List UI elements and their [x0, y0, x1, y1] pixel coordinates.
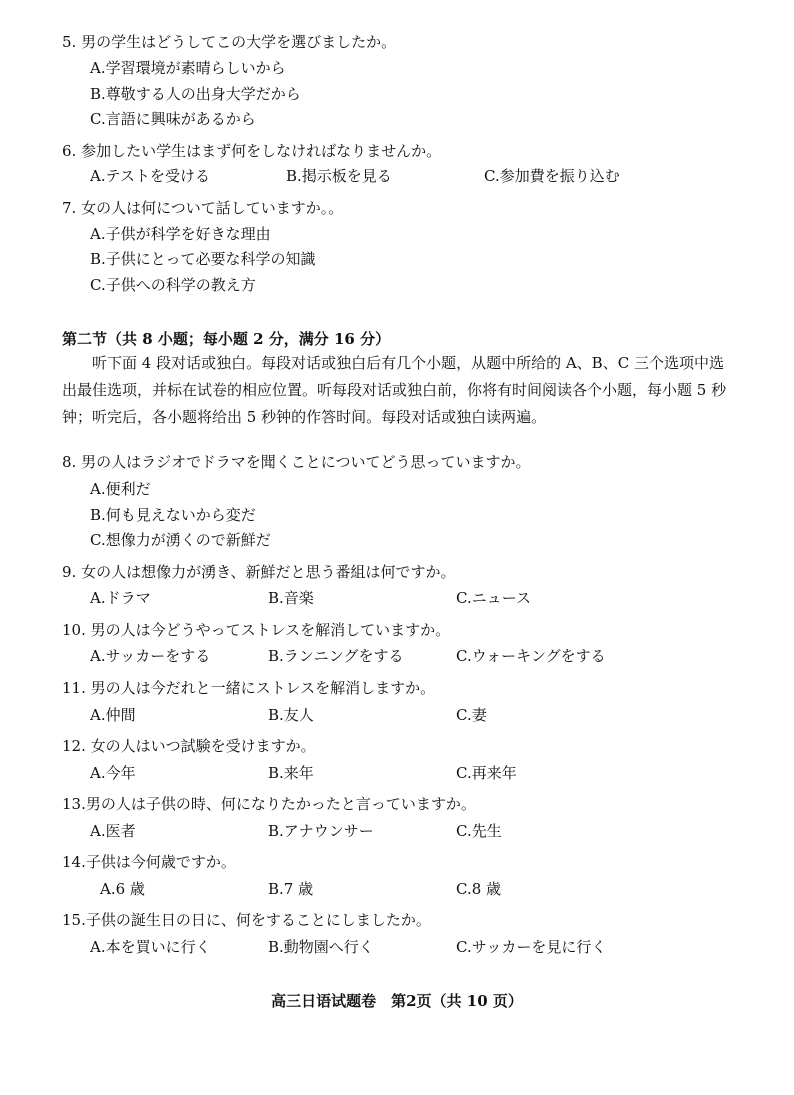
section-2-title: 第二节（共 8 小题；每小题 2 分，满分 16 分） [62, 330, 391, 348]
question-11-option-c: C.妻 [456, 706, 487, 724]
question-7-option-b: B.子供にとって必要な科学の知識 [90, 250, 316, 268]
question-5-stem: 5. 男の学生はどうしてこの大学を選びましたか。 [62, 33, 397, 51]
question-10-option-c: C.ウォーキングをする [456, 647, 606, 665]
question-14-option-b: B.7 歳 [268, 880, 314, 898]
question-11-option-a: A.仲間 [90, 706, 136, 724]
question-9-stem: 9. 女の人は想像力が湧き、新鮮だと思う番組は何ですか。 [62, 563, 456, 581]
question-5-option-b: B.尊敬する人の出身大学だから [90, 85, 301, 103]
question-10-option-a: A.サッカーをする [90, 647, 211, 665]
question-12-option-b: B.来年 [268, 764, 314, 782]
question-8-option-b: B.何も見えないから変だ [90, 506, 256, 524]
question-9-option-a: A.ドラマ [90, 589, 151, 607]
question-6-option-b: B.掲示板を見る [286, 167, 392, 185]
question-12-option-a: A.今年 [90, 764, 136, 782]
question-9-option-c: C.ニュース [456, 589, 531, 607]
question-7-option-c: C.子供への科学の教え方 [90, 276, 256, 294]
question-11-stem: 11. 男の人は今だれと一緒にストレスを解消しますか。 [62, 679, 436, 697]
question-8-stem: 8. 男の人はラジオでドラマを聞くことについてどう思っていますか。 [62, 453, 531, 471]
question-5-option-a: A.学習環境が素晴らしいから [90, 59, 286, 77]
question-10-option-b: B.ランニングをする [268, 647, 404, 665]
question-7-stem: 7. 女の人は何について話していますか。。 [62, 199, 344, 217]
question-13-option-c: C.先生 [456, 822, 502, 840]
question-15-stem: 15.子供の誕生日の日に、何をすることにしましたか。 [62, 911, 431, 929]
question-14-stem: 14.子供は今何歳ですか。 [62, 853, 236, 871]
question-12-stem: 12. 女の人はいつ試験を受けますか。 [62, 737, 316, 755]
question-15-option-a: A.本を買いに行く [90, 938, 211, 956]
question-9-option-b: B.音楽 [268, 589, 314, 607]
question-6-option-a: A.テストを受ける [90, 167, 211, 185]
question-15-option-c: C.サッカーを見に行く [456, 938, 607, 956]
question-7-option-a: A.子供が科学を好きな理由 [90, 225, 271, 243]
question-8-option-a: A.便利だ [90, 480, 151, 498]
question-8-option-c: C.想像力が湧くので新鮮だ [90, 531, 271, 549]
question-6-stem: 6. 参加したい学生はまず何をしなければなりませんか。 [62, 142, 442, 160]
question-6-option-c: C.参加費を振り込む [484, 167, 620, 185]
question-14-option-c: C.8 歳 [456, 880, 502, 898]
question-10-stem: 10. 男の人は今どうやってストレスを解消していますか。 [62, 621, 451, 639]
page-footer: 高三日语试题卷 第2页（共 10 页） [271, 992, 523, 1010]
question-13-stem: 13.男の人は子供の時、何になりたかったと言っていますか。 [62, 795, 476, 813]
question-13-option-a: A.医者 [90, 822, 136, 840]
question-15-option-b: B.動物園へ行く [268, 938, 374, 956]
question-11-option-b: B.友人 [268, 706, 314, 724]
question-5-option-c: C.言語に興味があるから [90, 110, 256, 128]
question-12-option-c: C.再来年 [456, 764, 517, 782]
section-2-instruction: 听下面 4 段对话或独白。每段对话或独白后有几个小题，从题中所给的 A、B、C 三个选项中选出最佳选项，并标在试卷的相应位置。听每段对话或独白前，你将有时间阅读各个小题，每小题 5 秒钟；听完后，各小题将给出 5 秒钟的作答时间。每段对话或独白读两遍。 [62, 354, 727, 426]
question-13-option-b: B.アナウンサー [268, 822, 374, 840]
question-14-option-a: A.6 歳 [100, 880, 145, 898]
